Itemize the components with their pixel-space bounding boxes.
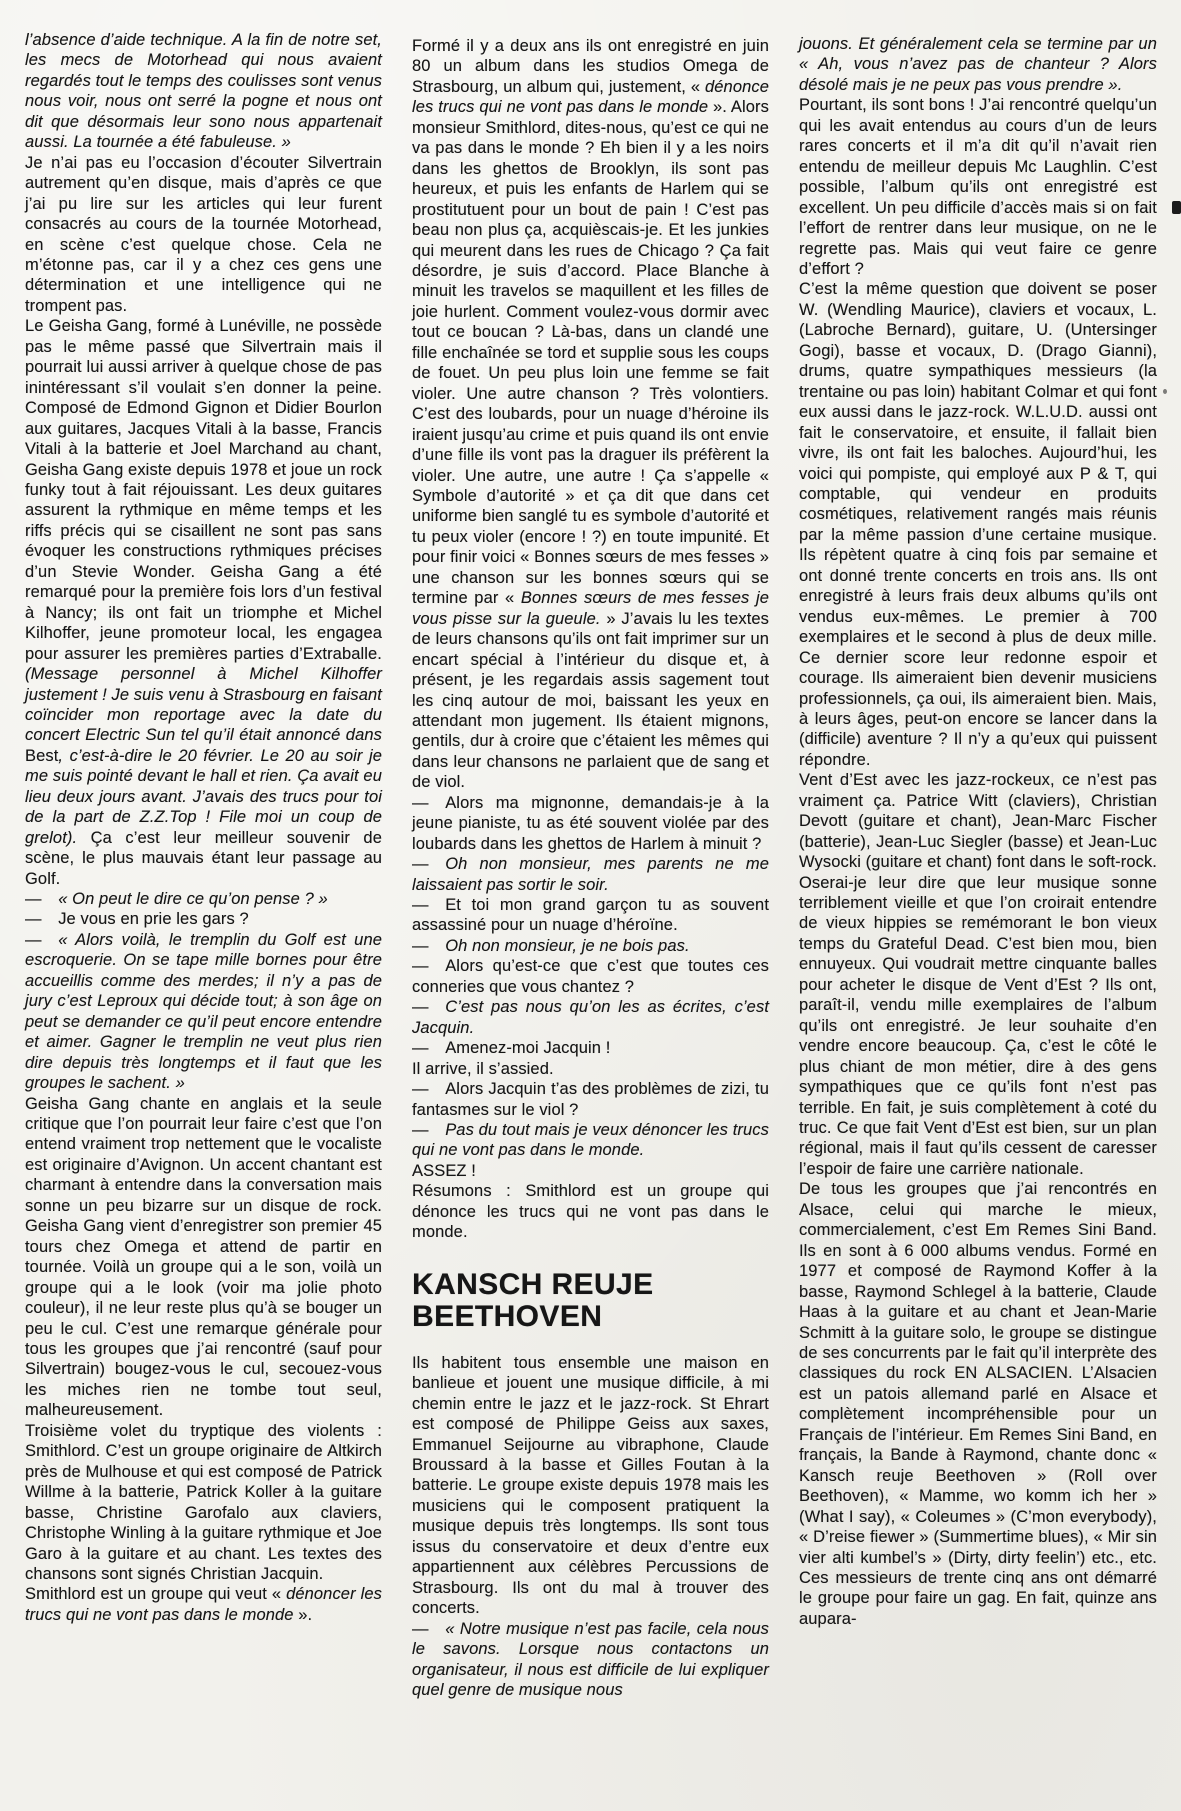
text-run: Best bbox=[25, 746, 59, 765]
italic-text-run: « On peut le dire ce qu’on pense ? » bbox=[58, 890, 328, 909]
text-run: Ils habitent tous ensemble une maison en banlieue et jouent une musique difficile, à mi chemin entre le jazz et le jazz-rock. St Ehrart est composé de Philippe Geiss aux saxes, Emmanuel Seijourne au vibraphone, Claude Broussard à la basse et Gilles Foutan à la batterie. Le groupe existe depuis 1978 mais les musiciens qui le composent pratiquent la musique depuis très longtemps. Ils sont tous issus du conservatoire et deux d’entre eux appartiennent aux célèbres Percussions de Strasbourg. Ils ont du mal à trouver des concerts. bbox=[412, 1353, 769, 1618]
text-run: — Amenez-moi Jacquin ! bbox=[412, 1039, 611, 1058]
italic-text-run: (Message personnel à Michel Kilhoffer justement ! Je suis venu à Strasbourg en faisant coïncider mon reportage avec la date du concert Electric Sun tel qu’il était annoncé dans bbox=[25, 665, 382, 745]
text-run: — bbox=[412, 936, 446, 955]
text-run: — Je vous en prie les gars ? bbox=[25, 910, 249, 929]
italic-text-run: dénonce les trucs qui ne vont pas dans le monde bbox=[412, 77, 769, 117]
text-run: — bbox=[412, 855, 446, 874]
italic-text-run: l’absence d’aide technique. A la fin de notre set, les mecs de Motorhead qui nous avaient regardés tout le temps des coulisses sont venus nous voir, nous ont serré la pogne et nous ont dit que désormais leur sono nous appartenait aussi. La tournée a été fabuleuse. » bbox=[25, 31, 382, 152]
text-run: Vent d’Est avec les jazz-rockeux, ce n’est pas vraiment ça. Patrice Witt (claviers), Christian Devott (guitare et chant), Jean-Marc Fischer (batterie), Jean-Luc Siegler (basse) et Jean-Luc Wysocki (guitare et chant) font dans le soft-rock. Oserai-je leur dire que leur musique sonne terriblement vieille et que l’on croirait entendre de vieux hippies se remémorant le bon vieux temps du Grateful Dead. C’est bien mou, bien ennuyeux. Qui voudrait mettre cinquante balles pour acheter le disque de Vent d’Est ? Ils ont, paraît-il, vendu mille exemplaires de l’album qu’ils ont enregistré. Je leur souhaite d’en vendre encore beaucoup. Ça, c’est le côté le plus chiant de mon métier, dire à des gens sympathiques que ce qu’ils font n’est pas terrible. En fait, je suis complètement à coté du truc. Ce que fait Vent d’Est est bien, sur un plan régional, mais il faut qu’ils cessent de caresser l’espoir de faire une carrière nationale. bbox=[799, 771, 1157, 1178]
text-run: Résumons : Smithlord est un groupe qui dénonce les trucs qui ne vont pas dans le monde. bbox=[412, 1182, 769, 1242]
text-run: — Et toi mon grand garçon tu as souvent assassiné pour un nuage d’héroïne. bbox=[412, 896, 769, 935]
text-run: Le Geisha Gang, formé à Lunéville, ne possède pas le même passé que Silvertrain mais il pourrait lui aussi arriver à quelque chose de pas inintéressant s’il voulait s’en donner la peine. Composé de Edmond Gignon et Didier Bourlon aux guitares, Jacques Vitali à la basse, Francis Vitali à la batterie et Joel Marchand au chant, Geisha Gang existe depuis 1978 et joue un rock funky tout à fait réjouissant. Les deux guitares assurent la rythmique en même temps et les riffs précis qui se cisaillent ne sont pas sans évoquer les constructions rythmiques précises d’un Stevie Wonder. Geisha Gang a été remarqué pour la première fois lors d’un festival à Nancy; ils ont fait un triomphe et Michel Kilhoffer, jeune promoteur local, les engagea pour assurer les premières parties d’Extraballe. bbox=[25, 317, 382, 663]
text-run: Pourtant, ils sont bons ! J’ai rencontré quelqu’un qui les avait entendus au cours d’un de leurs rares concerts et il m’a dit qu’il n’avait rien entendu de meilleur depuis Mc Laughlin. C’est possible, l’album qu’ils ont enregistré est excellent. Un peu difficile d’accès mais si on fait l’effort de rentrer dans leur musique, on ne le regrette pas. Mais qui veut faire ce genre d’effort ? bbox=[799, 96, 1157, 278]
paragraph bbox=[412, 1353, 769, 1619]
paragraph bbox=[412, 1619, 769, 1701]
paragraph bbox=[412, 1120, 769, 1161]
text-run: Il arrive, il s’assied. bbox=[412, 1059, 554, 1078]
text-run: C’est la même question que doivent se poser W. (Wendling Maurice), claviers et vocaux, L. (Labroche Bernard), guitare, U. (Untersinger Gogi), basse et vocaux, D. (Drago Gianni), drums, quatre sympathiques messieurs (la trentaine ou pas loin) habitant Colmar et qui font eux aussi dans le jazz-rock. W.L.U.D. aussi ont fait le conservatoire, et ensuite, il fallait bien vivre, ils ont fait les baloches. Aujourd’hui, les voici qui pompiste, qui employé aux P & T, qui comptable, qui vendeur en produits cosmétiques, relativement rangés mais réunis par la même passion d’une certaine musique. Ils répètent quatre à cinq fois par semaine et ont donné trente concerts en trois ans. Ils ont enregistré à leurs frais deux albums qu’ils ont vendus eux-mêmes. Le premier à 700 exemplaires et le second à plus de deux mille. Ce dernier score leur redonne espoir et courage. Ils aimeraient bien devenir musiciens professionnels, ça oui, ils aimeraient bien. Mais, à leurs âges, peut-on encore se lancer dans la (difficile) aventure ? Il n’y a qu’eux qui puissent répondre. bbox=[799, 280, 1157, 769]
italic-text-run: Pas du tout mais je veux dénoncer les trucs qui ne vont pas dans le monde. bbox=[412, 1121, 769, 1160]
paragraph bbox=[25, 1584, 382, 1625]
paragraph bbox=[25, 930, 382, 1094]
italic-text-run: Oh non monsieur, mes parents ne me laissaient pas sortir le soir. bbox=[412, 855, 769, 894]
paragraph bbox=[412, 936, 769, 956]
paragraph bbox=[799, 279, 1157, 770]
scan-artifact bbox=[1172, 201, 1181, 214]
text-column-3 bbox=[799, 34, 1157, 1629]
text-run: Formé il y a deux ans ils ont enregistré en juin 80 un album dans les studios Omega de Strasbourg, un album qui, justement, « bbox=[412, 37, 769, 96]
article-heading: KANSCH REUJE BEETHOVEN bbox=[412, 1267, 654, 1333]
text-run: » J’avais lu les textes de leurs chansons qu’ils ont fait imprimer sur un encart spécial à l’intérieur du disque et, à présent, je les regardais assis sagement tout les cinq autour de moi, baissant les yeux en attendant mon jugement. Ils étaient mignons, gentils, dur à croire que c’étaient les mêmes qui dans leur chansons ne parlaient que de sang et de viol. bbox=[412, 609, 770, 792]
italic-text-run: Bonnes sœurs de mes fesses je vous pisse sur la gueule. bbox=[412, 589, 769, 628]
text-run: Troisième volet du tryptique des violents : Smithlord. C’est un groupe originaire de Altkirch près de Mulhouse et qui est composé de Patrick Willme à la batterie, Patrick Koller à la guitare basse, Christine Garofalo aux claviers, Christophe Winling à la guitare rythmique et Joe Garo à la guitare et au chant. Les textes des chansons sont signés Christian Jacquin. bbox=[25, 1421, 382, 1583]
text-column-2 bbox=[412, 36, 769, 1700]
paragraph bbox=[412, 1079, 769, 1120]
paragraph bbox=[25, 153, 382, 317]
text-run: — bbox=[25, 930, 59, 949]
paragraph bbox=[799, 95, 1157, 279]
italic-text-run: Oh non monsieur, je ne bois pas. bbox=[445, 936, 690, 955]
paragraph bbox=[412, 1181, 769, 1242]
paragraph bbox=[799, 34, 1157, 95]
text-run: ». Alors monsieur Smithlord, dites-nous, qu’est ce qui ne va pas dans le monde ? Eh bien il y a les noirs dans les ghettos de Brooklyn, ils sont pas heureux, et puis les enfants de Harlem qui se prostitutuent pour un bout de pain ! C’est pas beau non plus ça, acquièscais-je. Et les junkies qui meurent dans les rues de Chicago ? Ça fait désordre, je suis d’accord. Place Blanche à minuit les travelos se maquillent et les filles de joie hurlent. Comment voulez-vous dormir avec tout ce boucan ? Là-bas, dans un clandé une fille enchaînée se tord et supplie sous les coups de fouet. Un peu plus loin une femme se fait violer. Une autre chanson ? Très volontiers. C’est des loubards, pour un nuage d’héroine ils iraient jusqu’au crime et puis quand ils ont envie d’une fille ils vont pas la draguer ils préfèrent la violer. Une autre, une autre ! Ça s’appelle « Symbole d’autorité » et ça dit que dans cet uniforme bien sanglé tu es symbole d’autorité et tu peux violer (encore ! ?) en toute impunité. Et pour finir voici « Bonnes sœurs de mes fesses » une chanson sur les bonnes sœurs qui se termine par « bbox=[412, 98, 770, 608]
text-run: — Alors ma mignonne, demandais-je à la jeune pianiste, tu as été souvent violée par des loubards dans les ghettos de Harlem à minuit ? bbox=[412, 793, 769, 853]
scan-artifact bbox=[1163, 389, 1167, 394]
italic-text-run: C’est pas nous qu’on les as écrites, c’est Jacquin. bbox=[412, 998, 769, 1037]
text-run: Je n’ai pas eu l’occasion d’écouter Silvertrain autrement qu’en disque, mais d’après ce que j’ai pu lire sur les articles qui leur furent consacrés au cours de la tournée Motorhead, en scène c’est quelque chose. Cela ne m’étonne pas, car il y a chez ces gens une détermination et une intelligence qui ne trompent pas. bbox=[25, 153, 382, 315]
text-run: De tous les groupes que j’ai rencontrés en Alsace, celui qui marche le mieux, commercialement, c’est Em Remes Sini Band. Ils en sont à 6 000 albums vendus. Formé en 1977 et composé de Raymond Koffer à la basse, Raymond Schlegel à la batterie, Claude Haas à la guitare et au chant et Jean-Marie Schmitt à la guitare solo, le groupe se distingue de ses concurrents par le fait qu’il interprète des classiques du rock EN ALSACIEN. L’Alsacien est un patois allemand parlé en Alsace et complètement incompréhensible pour un Français de l’intérieur. Em Remes Sini Band, en français, la Bande à Raymond, chante donc « Kansch reuje Beethoven » (Roll over Beethoven), « Mamme, wo komm ich her » (What I say), « Coleumes » (C’mon everybody), « D’reise fiewer » (Summertime blues), « Mir sin vier alti kumbel’s » (Dirty, dirty feelin’) etc., etc. Ces messieurs de trente cinq ans ont démarré le groupe pour faire un gag. En fait, quinze ans aupara- bbox=[799, 1180, 1157, 1628]
text-run: Smithlord est un groupe qui veut « bbox=[25, 1585, 287, 1604]
text-run: — bbox=[412, 1619, 446, 1638]
text-run: ». bbox=[293, 1605, 313, 1624]
text-run: — bbox=[412, 998, 446, 1017]
paragraph bbox=[412, 854, 769, 895]
paragraph bbox=[412, 1161, 769, 1181]
paragraph bbox=[25, 316, 382, 889]
paragraph bbox=[25, 1421, 382, 1585]
paragraph bbox=[412, 956, 769, 997]
paragraph bbox=[25, 1094, 382, 1421]
text-run: ASSEZ ! bbox=[412, 1161, 476, 1180]
paragraph bbox=[412, 793, 769, 854]
text-run: Ça c’est leur meilleur souvenir de scène, le plus mauvais étant leur passage au Golf. bbox=[25, 828, 382, 888]
text-run: — Alors Jacquin t’as des problèmes de zizi, tu fantasmes sur le viol ? bbox=[412, 1080, 769, 1119]
paragraph bbox=[412, 997, 769, 1038]
paragraph bbox=[412, 1038, 769, 1058]
text-run: — bbox=[412, 1121, 446, 1140]
italic-text-run: dénoncer les trucs qui ne vont pas dans le monde bbox=[25, 1585, 382, 1624]
text-run: Geisha Gang chante en anglais et la seule critique que l’on pourrait leur faire c’est que l’on entend vraiment trop nettement que le vocaliste est originaire d’Avignon. Un accent chantant est charmant à entendre dans la conversation mais sonne un peu bizarre sur un disque de rock. Geisha Gang vient d’enregistrer son premier 45 tours chez Omega et attend de partir en tournée. Voilà un groupe qui a le son, voilà un groupe qui a le look (voir ma jolie photo couleur), il ne leur reste plus qu’à se bouger un peu le cul. C’est une remarque générale pour tous les groupes que j’ai rencontré (sauf pour Silvertrain) bougez-vous le cul, secouez-vous les miches rien ne tombe tout seul, malheureusement. bbox=[25, 1094, 382, 1420]
paragraph bbox=[799, 1179, 1157, 1629]
italic-text-run: , c’est-à-dire le 20 février. Le 20 au soir je me suis pointé devant le hall et rien. Ça avait eu lieu deux jours avant. J’avais des trucs pour toi de la part de Z.Z.Top ! File moi un coup de grelot). bbox=[25, 746, 382, 847]
paragraph bbox=[412, 1059, 769, 1079]
text-column-1 bbox=[25, 30, 382, 1625]
text-run: — Alors qu’est-ce que c’est que toutes ces conneries que vous chantez ? bbox=[412, 957, 769, 996]
paragraph bbox=[412, 36, 769, 793]
paragraph bbox=[412, 895, 769, 936]
paragraph bbox=[25, 889, 382, 909]
italic-text-run: « Alors voilà, le tremplin du Golf est une escroquerie. On se tape mille bornes pour être accueillis comme des merdes; il n’y a pas de jury c’est Leproux qui décide tout; à son âge on peut se demander ce qu’il peut encore entendre et aimer. Gagner le tremplin ne veut plus rien dire depuis très longtemps et il faut que les groupes le sachent. » bbox=[25, 930, 382, 1093]
paragraph bbox=[799, 770, 1157, 1179]
text-run: — bbox=[25, 890, 59, 909]
italic-text-run: « Notre musique n’est pas facile, cela nous le savons. Lorsque nous contactons un organisateur, il nous est difficile de lui expliquer quel genre de musique nous bbox=[412, 1619, 769, 1699]
italic-text-run: jouons. Et généralement cela se termine par un « Ah, vous n’avez pas de chanteur ? Alors désolé mais je ne peux pas vous prendre ». bbox=[799, 35, 1157, 94]
paragraph bbox=[25, 909, 382, 929]
paragraph bbox=[25, 30, 382, 153]
